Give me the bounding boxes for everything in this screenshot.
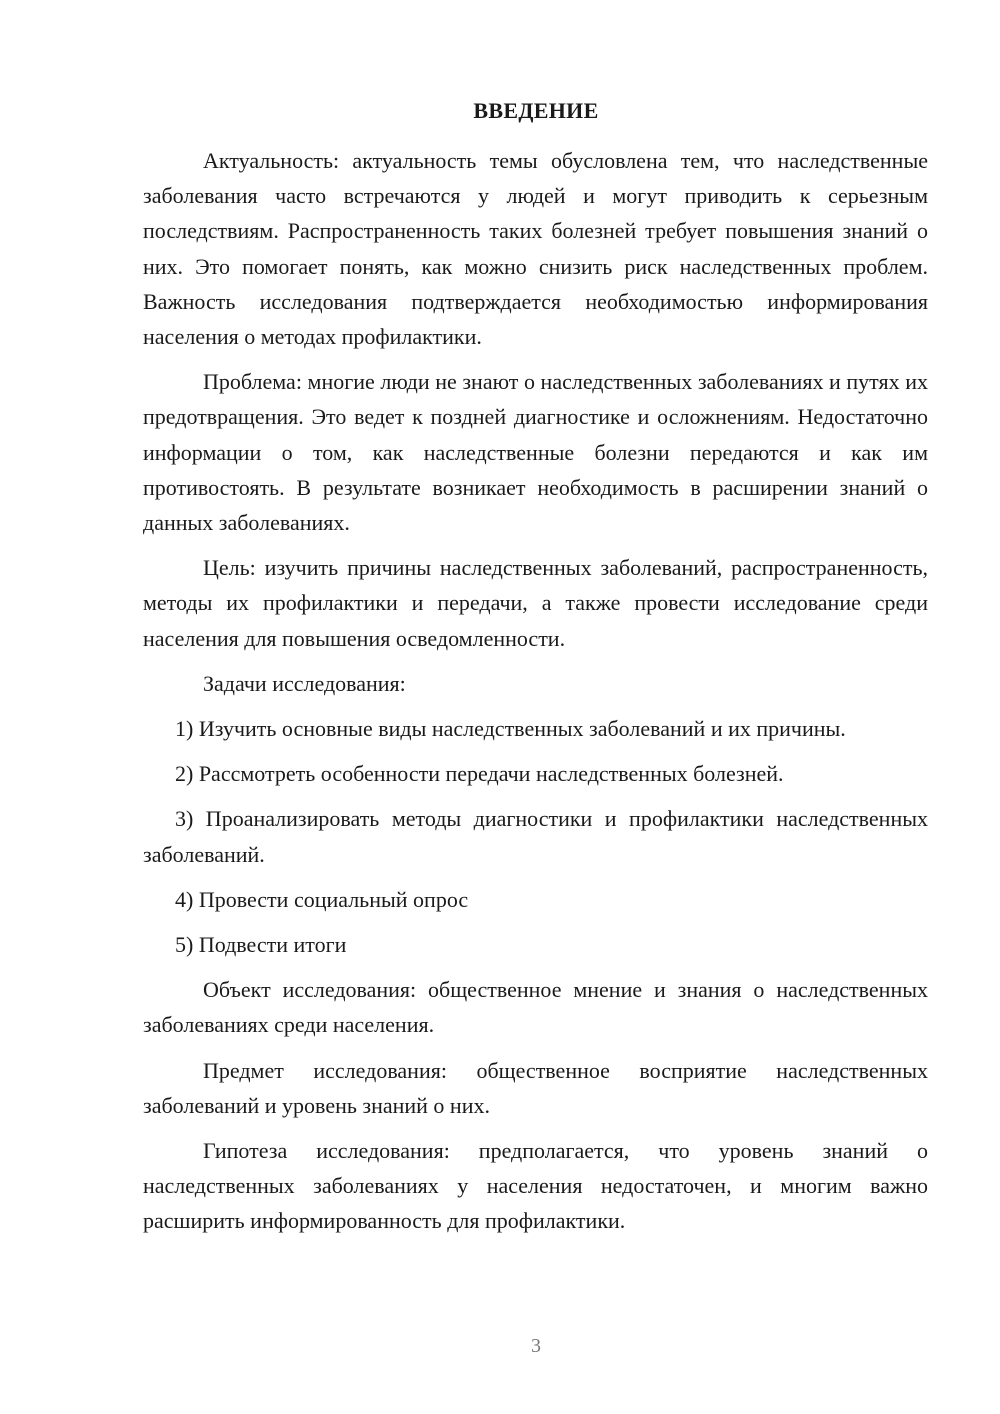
document-body [143,143,928,1249]
tasks-heading: Задачи исследования: [203,670,406,696]
paragraph-subject: Предмет исследования: общественное восприятие наследственных заболеваний и уровень знаний о них. [143,1057,928,1118]
paragraph-goal: Цель: изучить причины наследственных заболеваний, распространенность, методы их профилактики и передачи, а также провести исследование среди населения для повышения осведомленности. [143,555,928,651]
paragraph-problem: Проблема: многие люди не знают о наследственных заболеваниях и путях их предотвращения. Это ведет к поздней диагностике и осложнениям. Недостаточно информации о том, как наследственные болезни передаются и как им противостоять. В результате возникает необходимость в расширении знаний о данных заболеваниях. [143,369,928,536]
task-item-3: 3) Проанализировать методы диагностики и профилактики наследственных заболеваний. [143,806,928,867]
paragraph-object: Объект исследования: общественное мнение и знания о наследственных заболеваниях среди населения. [143,977,928,1038]
paragraph-hypothesis: Гипотеза исследования: предполагается, что уровень знаний о наследственных заболеваниях у населения недостаточен, и многим важно расширить информированность для профилактики. [143,1138,928,1234]
task-item-5: 5) Подвести итоги [175,932,347,958]
paragraph-relevance: Актуальность: актуальность темы обусловлена тем, что наследственные заболевания часто встречаются у людей и могут приводить к серьезным последствиям. Распространенность таких болезней требует повышения знаний о них. Это помогает понять, как можно снизить риск наследственных проблем. Важность исследования подтверждается необходимостью информирования населения о методах профилактики. [143,148,928,350]
task-item-2: 2) Рассмотреть особенности передачи наследственных болезней. [175,761,784,787]
task-item-1: 1) Изучить основные виды наследственных заболеваний и их причины. [175,716,846,742]
section-title: ВВЕДЕНИЕ [473,98,599,123]
page-number: 3 [531,1335,541,1357]
task-item-4: 4) Провести социальный опрос [175,886,469,912]
